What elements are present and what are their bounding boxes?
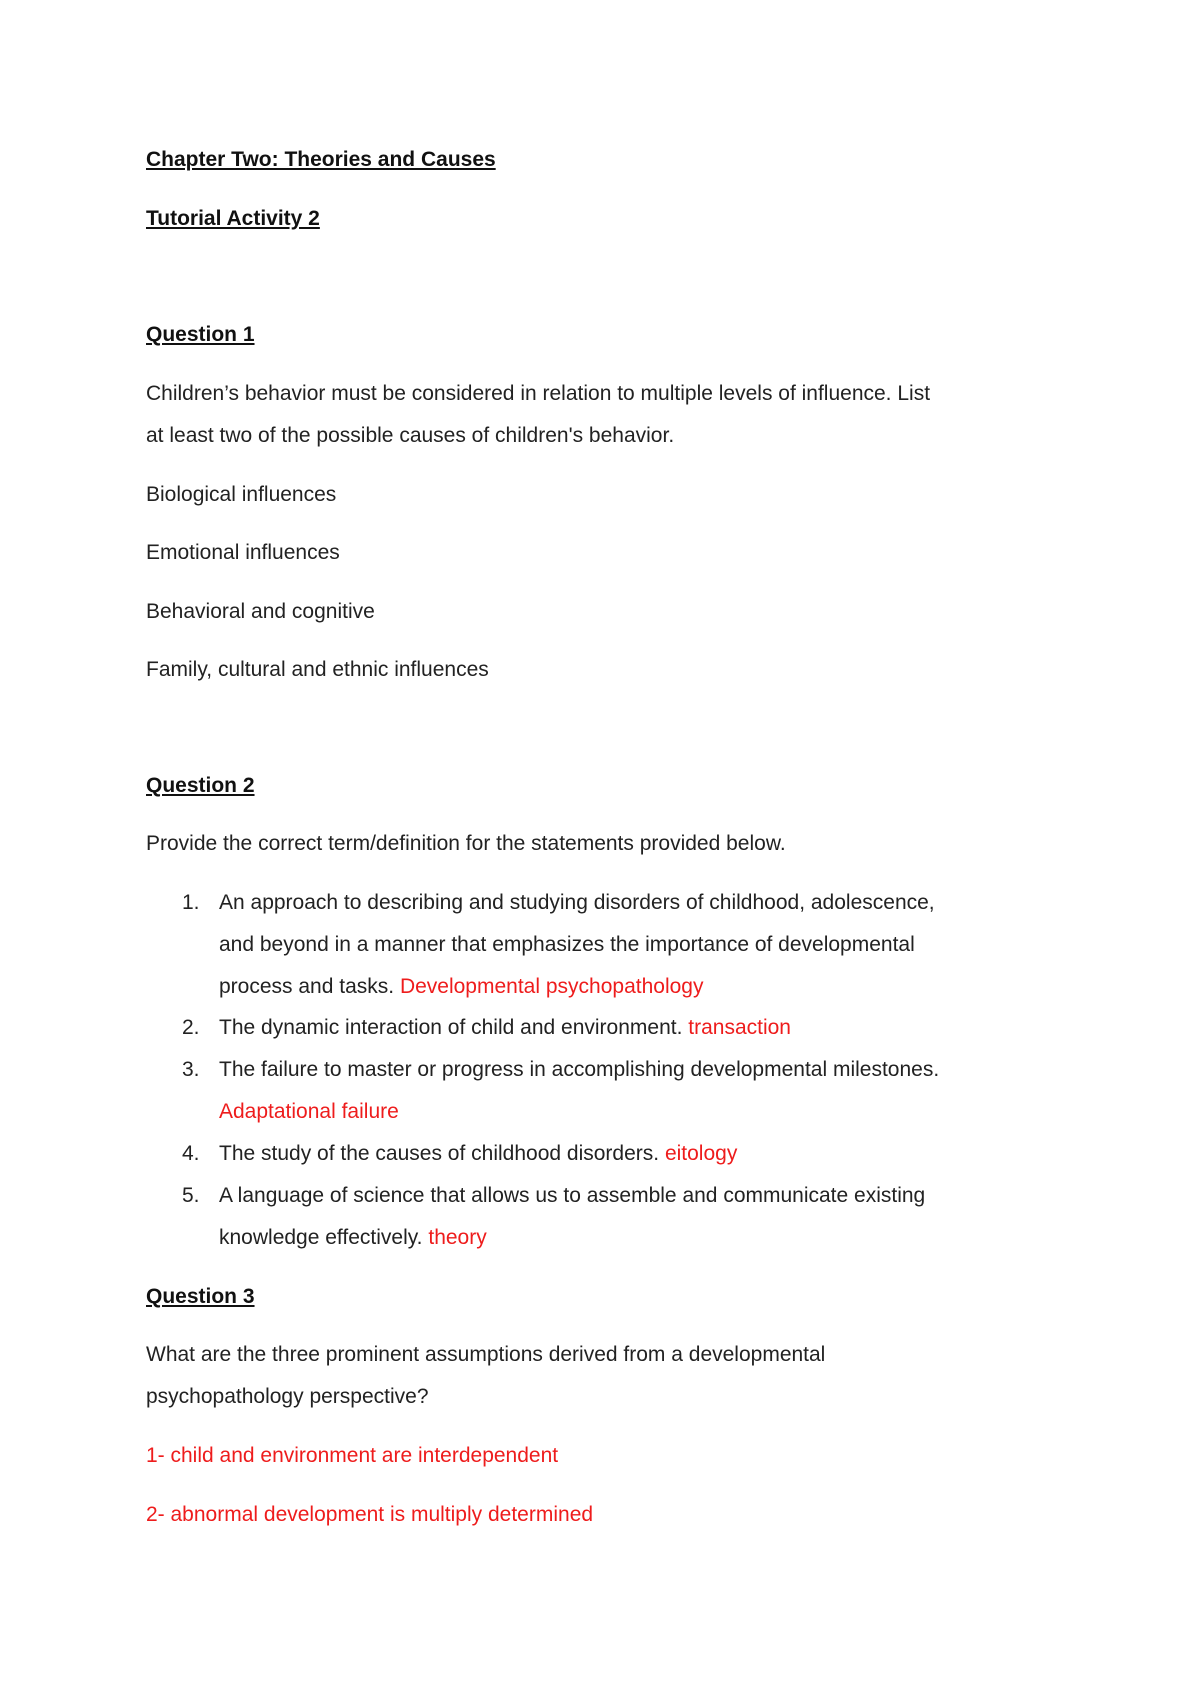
question1-prompt-line2: at least two of the possible causes of children's behavior. [146,424,675,447]
list-item-2-text: The dynamic interaction of child and environment. [219,1016,683,1039]
chapter-title: Chapter Two: Theories and Causes [146,148,496,171]
question2-heading: Question 2 [146,774,255,797]
question2-prompt: Provide the correct term/definition for the statements provided below. [146,832,786,855]
question1-answer-2: Emotional influences [146,541,340,564]
list-item-5-text: knowledge effectively. [219,1226,423,1249]
question3-answer-1: 1- child and environment are interdependent [146,1444,559,1467]
list-item-5-line2 [219,1226,487,1250]
list-number-3: 3. [182,1058,200,1081]
list-number-5: 5. [182,1184,200,1207]
list-item-3-answer: Adaptational failure [219,1100,399,1123]
list-number-1: 1. [182,891,200,914]
list-item-4-text: The study of the causes of childhood disorders. [219,1142,660,1165]
list-item-1-line2: and beyond in a manner that emphasizes the importance of developmental [219,933,915,956]
list-item-2-answer: transaction [688,1016,791,1039]
list-item-4-line1 [219,1142,737,1166]
question1-answer-4: Family, cultural and ethnic influences [146,658,489,681]
question1-prompt-line1: Children’s behavior must be considered in relation to multiple levels of influence. List [146,382,931,405]
list-number-4: 4. [182,1142,200,1165]
list-item-1-text: process and tasks. [219,975,395,998]
question3-heading: Question 3 [146,1285,255,1308]
question3-answer-2: 2- abnormal development is multiply determined [146,1503,594,1526]
list-item-5-answer: theory [428,1226,487,1249]
activity-title: Tutorial Activity 2 [146,207,320,230]
list-item-1-line1: An approach to describing and studying disorders of childhood, adolescence, [219,891,935,914]
list-item-3-line1: The failure to master or progress in accomplishing developmental milestones. [219,1058,940,1081]
question1-answer-1: Biological influences [146,483,337,506]
list-item-1-answer: Developmental psychopathology [399,975,704,998]
question1-answer-3: Behavioral and cognitive [146,600,375,623]
question3-prompt-line2: psychopathology perspective? [146,1385,429,1408]
question3-prompt-line1: What are the three prominent assumptions derived from a developmental [146,1343,826,1366]
list-item-2-line1 [219,1016,791,1040]
list-item-5-line1: A language of science that allows us to assemble and communicate existing [219,1184,926,1207]
list-number-2: 2. [182,1016,200,1039]
list-item-1-line3 [219,975,703,999]
question1-heading: Question 1 [146,323,255,346]
list-item-4-answer: eitology [664,1142,738,1165]
